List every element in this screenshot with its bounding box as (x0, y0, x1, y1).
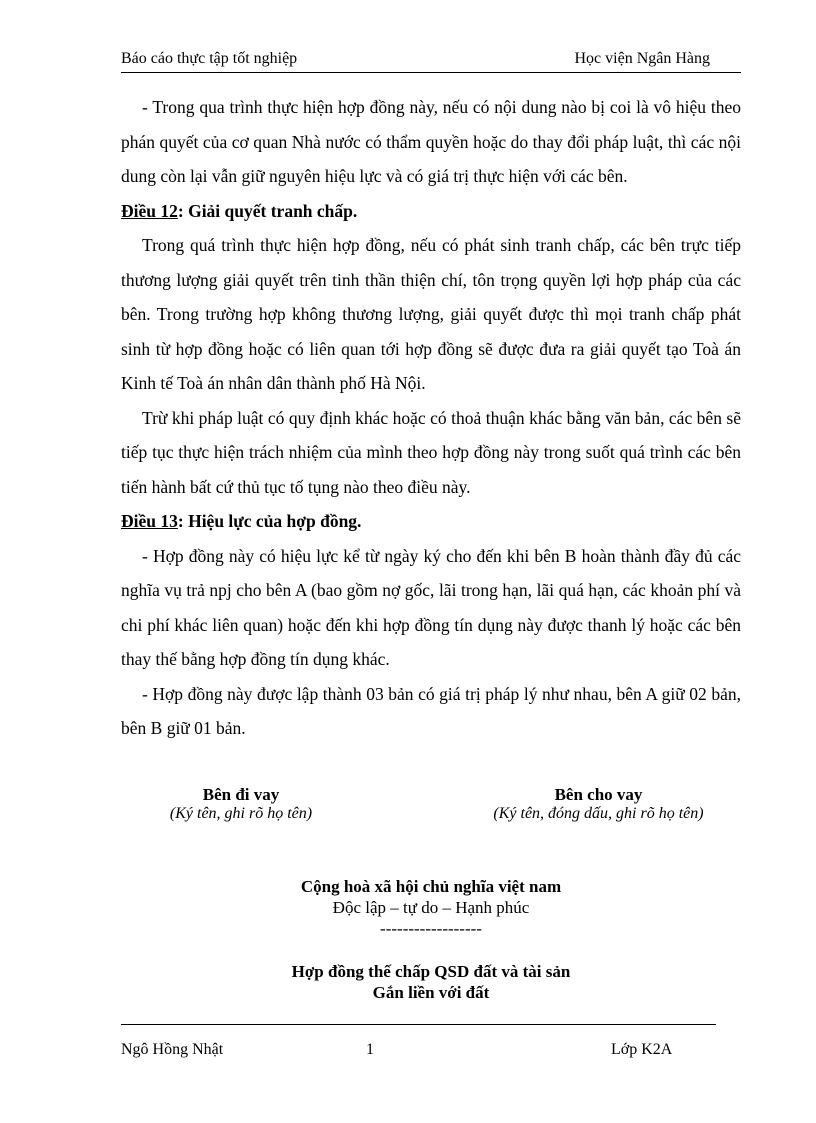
footer-author: Ngô Hồng Nhật (121, 1041, 224, 1058)
lender-signature (466, 785, 731, 823)
article-number: Điều 13 (121, 511, 178, 531)
article-13-heading (121, 504, 741, 539)
paragraph: Trong quá trình thực hiện hợp đồng, nếu có phát sinh tranh chấp, các bên trực tiếp thương lượng giải quyết trên tinh thần thiện chí, tôn trọng quyền lợi hợp pháp của các bên. Trong trường hợp không thương lượng, giải quyết được thì mọi tranh chấp phát sinh từ hợp đồng hoặc có liên quan tới hợp đồng sẽ được đưa ra giải quyết tạo Toà án Kinh tế Toà án nhân dân thành phố Hà Nội. (121, 235, 741, 393)
paragraph: - Hợp đồng này có hiệu lực kể từ ngày ký cho đến khi bên B hoàn thành đầy đủ các nghĩa vụ trả npj cho bên A (bao gồm nợ gốc, lãi trong hạn, lãi quá hạn, các khoản phí và chi phí khác liên quan) hoặc đến khi hợp đồng tín dụng này được thanh lý hoặc các bên thay thế bằng hợp đồng tín dụng khác. (121, 545, 741, 669)
page-footer (121, 1024, 716, 1058)
article-title: : Giải quyết tranh chấp. (177, 200, 358, 221)
national-motto: Độc lập – tự do – Hạnh phúc (332, 898, 530, 917)
lender-instruction: (Ký tên, đóng dấu, ghi rõ họ tên) (493, 805, 704, 822)
document-body (121, 90, 741, 746)
signature-block (121, 785, 741, 855)
page-number: 1 (366, 1041, 374, 1058)
lender-title: Bên cho vay (554, 785, 643, 804)
header-report-title: Báo cáo thực tập tốt nghiệp (121, 50, 298, 67)
borrower-instruction: (Ký tên, ghi rõ họ tên) (169, 805, 313, 822)
article-number: Điều 12 (121, 200, 178, 221)
contract-title-block (121, 876, 741, 1003)
article-12-heading (121, 194, 741, 229)
contract-title-line-1: Hợp đồng thế chấp QSD đất và tài sản (291, 962, 571, 981)
divider: ------------------ (380, 919, 482, 938)
paragraph: - Hợp đồng này được lập thành 03 bản có giá trị pháp lý như nhau, bên A giữ 02 bản, bên B giữ 01 bản. (121, 683, 741, 738)
footer-class: Lớp K2A (611, 1041, 673, 1058)
header-institution: Học viện Ngân Hàng (574, 50, 710, 67)
national-title: Cộng hoà xã hội chủ nghĩa việt nam (300, 877, 562, 896)
page-header (121, 50, 741, 73)
paragraph: - Trong qua trình thực hiện hợp đồng này, nếu có nội dung nào bị coi là vô hiệu theo phán quyết của cơ quan Nhà nước có thẩm quyền hoặc do thay đổi pháp luật, thì các nội dung còn lại vẫn giữ nguyên hiệu lực và có giá trị thực hiện với các bên. (121, 97, 741, 186)
borrower-signature (161, 785, 321, 823)
contract-title-line-2: Gắn liền với đất (372, 983, 490, 1002)
article-title: : Hiệu lực của hợp đồng. (177, 511, 362, 531)
borrower-title: Bên đi vay (202, 785, 280, 804)
paragraph: Trừ khi pháp luật có quy định khác hoặc có thoả thuận khác bằng văn bản, các bên sẽ tiếp tục thực hiện trách nhiệm của mình theo hợp đồng này trong suốt quá trình các bên tiến hành bất cứ thủ tục tố tụng nào theo điều này. (121, 407, 741, 497)
